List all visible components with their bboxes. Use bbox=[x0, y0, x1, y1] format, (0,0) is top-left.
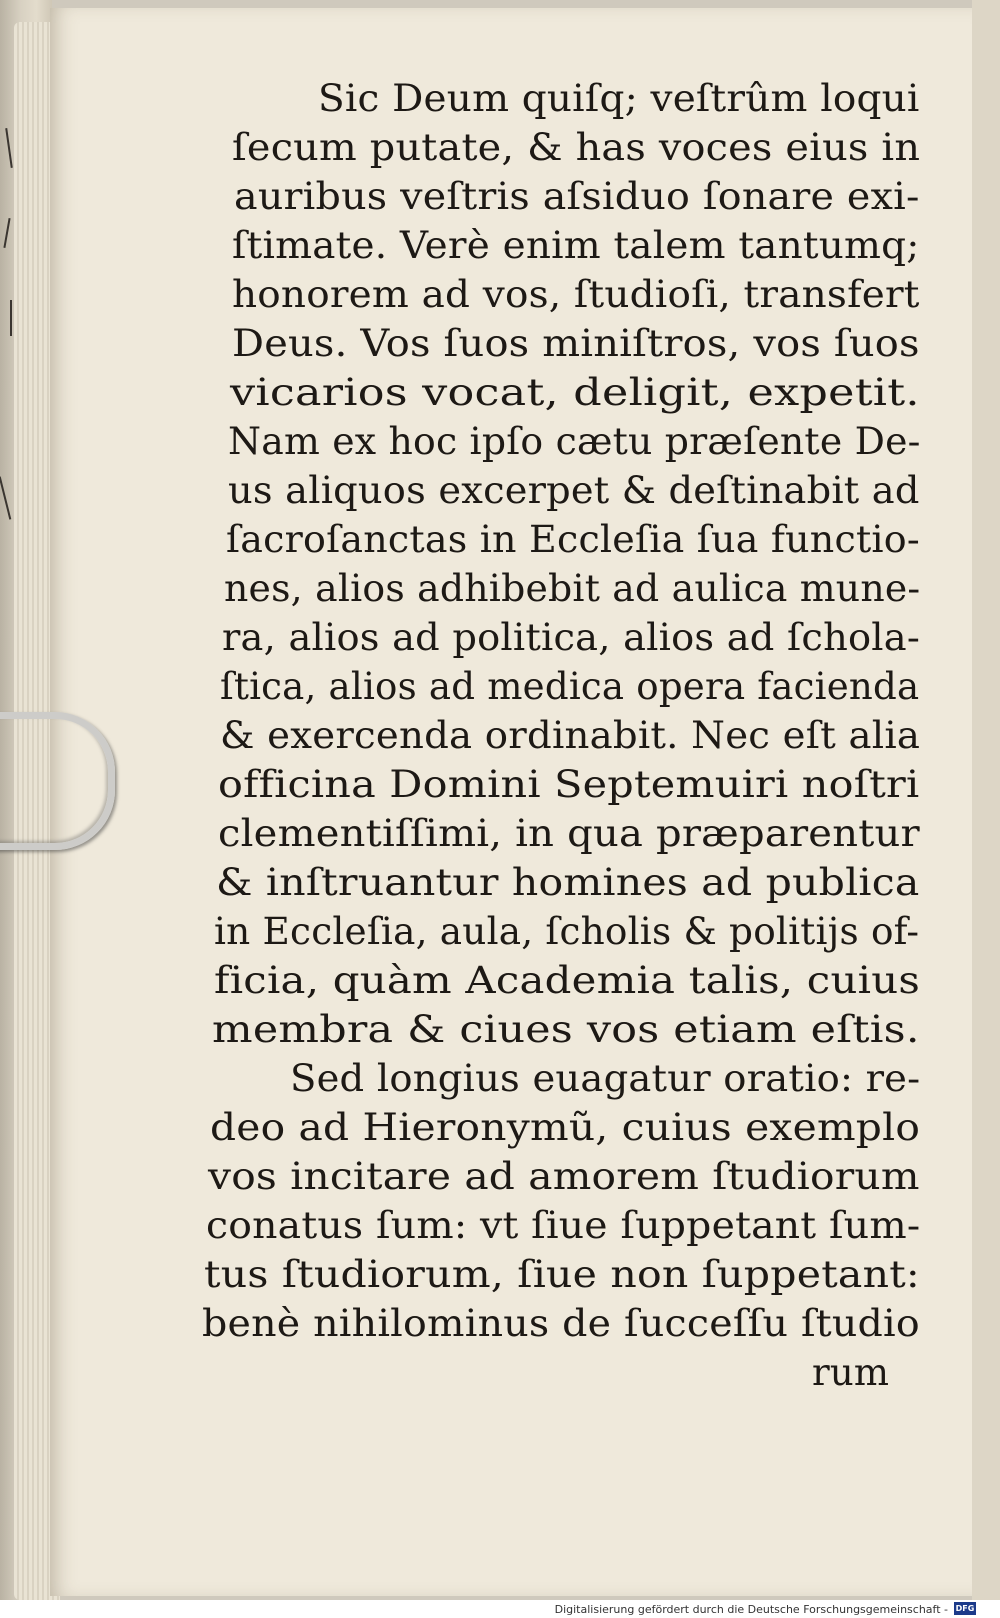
text-line: ſtimate. Verè enim talem tantumq; bbox=[232, 224, 920, 267]
text-line: benè nihilominus de ſucceſſu ſtudio bbox=[202, 1302, 920, 1345]
text-line: conatus ſum: vt ſiue ſuppetant ſum- bbox=[206, 1204, 921, 1247]
digitization-credit: Digitalisierung gefördert durch die Deutsche Forschungsgemeinschaft - bbox=[554, 1603, 948, 1616]
text-line: ſtica, alios ad medica opera facienda bbox=[220, 665, 920, 708]
text-line: Deus. Vos ſuos miniſtros, vos ſuos bbox=[232, 322, 920, 365]
text-line: membra & ciues vos etiam eſtis. bbox=[212, 1008, 920, 1051]
text-line: ficia, quàm Academia talis, cuius bbox=[214, 959, 921, 1002]
text-line: Sed longius euagatur oratio: re- bbox=[290, 1057, 921, 1100]
text-line: tus ſtudiorum, ſiue non ſuppetant: bbox=[204, 1253, 920, 1296]
text-line: honorem ad vos, ſtudioſi, transfert bbox=[232, 273, 920, 316]
dfg-logo: DFG bbox=[955, 1604, 975, 1613]
text-line: Sic Deum quiſq; veſtrûm loqui bbox=[318, 77, 920, 120]
text-line: officina Domini Septemuiri noſtri bbox=[218, 763, 920, 806]
text-line: & inſtruantur homines ad publica bbox=[216, 861, 920, 904]
text-line: clementiſſimi, in qua præparentur bbox=[218, 812, 920, 855]
text-line: ſacroſanctas in Eccleſia ſua functio- bbox=[226, 518, 920, 561]
text-line: Nam ex hoc ipſo cætu præſente De- bbox=[228, 420, 921, 463]
catchword: rum bbox=[812, 1351, 890, 1394]
text-line: auribus veſtris aſsiduo ſonare exi- bbox=[234, 175, 920, 218]
text-line: ſecum putate, & has voces eius in bbox=[232, 126, 921, 169]
body-text bbox=[0, 76, 1000, 1394]
text-line: vicarios vocat, deligit, expetit. bbox=[230, 371, 920, 414]
text-line: vos incitare ad amorem ſtudiorum bbox=[208, 1155, 920, 1198]
text-line: deo ad Hieronymũ, cuius exemplo bbox=[210, 1106, 921, 1149]
text-line: ra, alios ad politica, alios ad ſchola- bbox=[222, 616, 921, 659]
text-line: & exercenda ordinabit. Nec eſt alia bbox=[220, 714, 921, 757]
text-line: nes, alios adhibebit ad aulica mune- bbox=[224, 567, 921, 610]
text-line: us aliquos excerpet & deſtinabit ad bbox=[228, 469, 920, 512]
text-line: in Eccleſia, aula, ſcholis & politijs of- bbox=[214, 910, 920, 953]
